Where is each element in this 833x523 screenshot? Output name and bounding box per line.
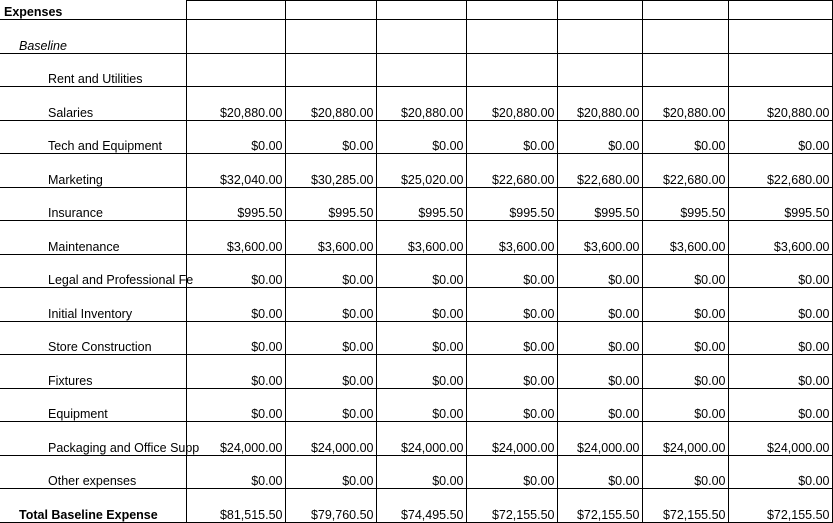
sheet-body (0, 1, 832, 523)
expense-value-cell[interactable]: $24,000.00 (285, 422, 376, 456)
expense-label-cell[interactable]: Fixtures (0, 355, 186, 389)
expense-value-cell[interactable]: $0.00 (186, 355, 285, 389)
expense-value-cell[interactable]: $0.00 (642, 355, 728, 389)
expense-value-cell[interactable]: $0.00 (285, 288, 376, 322)
expense-label-cell[interactable]: Salaries (0, 87, 186, 121)
expense-value-cell[interactable]: $995.50 (466, 187, 557, 221)
expense-value-cell[interactable]: $0.00 (466, 321, 557, 355)
expense-row (0, 288, 832, 322)
expense-value-cell[interactable]: $995.50 (557, 187, 642, 221)
expense-value-cell[interactable]: $0.00 (466, 388, 557, 422)
total-value-cell[interactable]: $81,515.50 (186, 489, 285, 523)
expense-label-cell[interactable]: Maintenance (0, 221, 186, 255)
empty-cell[interactable] (376, 1, 466, 20)
expense-label-cell[interactable]: Other expenses (0, 455, 186, 489)
expense-value-cell[interactable]: $3,600.00 (285, 221, 376, 255)
expense-label-cell[interactable]: Packaging and Office Supp (0, 422, 186, 456)
expense-value-cell[interactable]: $22,680.00 (642, 154, 728, 188)
expense-label-cell[interactable]: Store Construction (0, 321, 186, 355)
expense-value-cell[interactable]: $20,880.00 (186, 87, 285, 121)
empty-cell[interactable] (285, 20, 376, 54)
total-value-cell[interactable]: $72,155.50 (557, 489, 642, 523)
expense-value-cell[interactable]: $0.00 (466, 288, 557, 322)
expense-value-cell[interactable]: $0.00 (642, 120, 728, 154)
expense-row (0, 187, 832, 221)
total-row (0, 489, 832, 523)
expense-value-cell[interactable] (642, 53, 728, 87)
expense-row (0, 388, 832, 422)
expense-value-cell[interactable]: $0.00 (557, 120, 642, 154)
expense-value-cell[interactable]: $0.00 (642, 321, 728, 355)
empty-cell[interactable] (376, 20, 466, 54)
expense-value-cell[interactable]: $0.00 (376, 455, 466, 489)
subsection-title-cell[interactable]: Baseline (0, 20, 186, 54)
empty-cell[interactable] (728, 1, 832, 20)
expense-value-cell[interactable]: $0.00 (186, 388, 285, 422)
expense-value-cell[interactable]: $0.00 (186, 321, 285, 355)
expense-value-cell[interactable]: $0.00 (186, 455, 285, 489)
expense-label-cell[interactable]: Equipment (0, 388, 186, 422)
empty-cell[interactable] (186, 1, 285, 20)
expense-value-cell[interactable] (557, 53, 642, 87)
expense-value-cell[interactable]: $0.00 (642, 288, 728, 322)
expense-value-cell[interactable]: $3,600.00 (466, 221, 557, 255)
expense-value-cell[interactable]: $0.00 (728, 120, 832, 154)
expense-value-cell[interactable]: $0.00 (728, 355, 832, 389)
expense-value-cell[interactable] (285, 53, 376, 87)
expense-value-cell[interactable]: $32,040.00 (186, 154, 285, 188)
expense-label-cell[interactable]: Marketing (0, 154, 186, 188)
empty-cell[interactable] (285, 1, 376, 20)
expense-row (0, 53, 832, 87)
empty-cell[interactable] (186, 20, 285, 54)
expense-value-cell[interactable]: $25,020.00 (376, 154, 466, 188)
expense-value-cell[interactable]: $0.00 (466, 455, 557, 489)
expense-value-cell[interactable]: $0.00 (376, 388, 466, 422)
expense-row (0, 321, 832, 355)
expense-label-cell[interactable]: Tech and Equipment (0, 120, 186, 154)
expense-value-cell[interactable]: $20,880.00 (466, 87, 557, 121)
expense-value-cell[interactable]: $0.00 (728, 388, 832, 422)
expense-value-cell[interactable]: $0.00 (466, 355, 557, 389)
expense-value-cell[interactable]: $0.00 (728, 321, 832, 355)
expense-value-cell[interactable]: $0.00 (642, 388, 728, 422)
expense-value-cell[interactable]: $22,680.00 (466, 154, 557, 188)
expense-value-cell[interactable]: $24,000.00 (186, 422, 285, 456)
expense-value-cell[interactable]: $0.00 (285, 254, 376, 288)
expense-value-cell[interactable]: $3,600.00 (728, 221, 832, 255)
expense-value-cell[interactable]: $0.00 (728, 254, 832, 288)
expense-value-cell[interactable]: $0.00 (557, 321, 642, 355)
expense-value-cell[interactable]: $0.00 (285, 455, 376, 489)
expense-value-cell[interactable]: $0.00 (728, 455, 832, 489)
expense-value-cell[interactable]: $995.50 (186, 187, 285, 221)
total-value-cell[interactable]: $72,155.50 (728, 489, 832, 523)
expense-value-cell[interactable]: $0.00 (642, 254, 728, 288)
expense-value-cell[interactable]: $3,600.00 (376, 221, 466, 255)
empty-cell[interactable] (557, 1, 642, 20)
expense-value-cell[interactable]: $0.00 (285, 120, 376, 154)
subsection-row (0, 20, 832, 54)
expense-value-cell[interactable]: $20,880.00 (642, 87, 728, 121)
expense-value-cell[interactable]: $0.00 (285, 321, 376, 355)
total-value-cell[interactable]: $72,155.50 (466, 489, 557, 523)
expense-value-cell[interactable]: $24,000.00 (728, 422, 832, 456)
expense-value-cell[interactable] (728, 53, 832, 87)
total-label-cell[interactable]: Total Baseline Expense (0, 489, 186, 523)
expense-label-cell[interactable]: Insurance (0, 187, 186, 221)
empty-cell[interactable] (557, 20, 642, 54)
expense-value-cell[interactable]: $0.00 (285, 388, 376, 422)
expense-value-cell[interactable]: $0.00 (557, 355, 642, 389)
expense-label-cell[interactable]: Initial Inventory (0, 288, 186, 322)
expense-row (0, 120, 832, 154)
expense-value-cell[interactable]: $24,000.00 (376, 422, 466, 456)
expense-value-cell[interactable]: $995.50 (376, 187, 466, 221)
total-value-cell[interactable]: $74,495.50 (376, 489, 466, 523)
expense-value-cell[interactable]: $3,600.00 (186, 221, 285, 255)
expense-value-cell[interactable]: $0.00 (376, 254, 466, 288)
expense-value-cell[interactable]: $0.00 (557, 288, 642, 322)
expense-label-cell[interactable]: Legal and Professional Fe (0, 254, 186, 288)
expense-value-cell[interactable]: $22,680.00 (557, 154, 642, 188)
expense-value-cell[interactable]: $0.00 (557, 455, 642, 489)
expense-value-cell[interactable]: $3,600.00 (642, 221, 728, 255)
expense-value-cell[interactable]: $0.00 (376, 321, 466, 355)
expense-value-cell[interactable]: $0.00 (186, 120, 285, 154)
expense-value-cell[interactable]: $0.00 (376, 355, 466, 389)
expense-row (0, 221, 832, 255)
empty-cell[interactable] (466, 20, 557, 54)
expense-value-cell[interactable]: $0.00 (186, 254, 285, 288)
expense-row (0, 422, 832, 456)
section-title-cell[interactable]: Expenses (0, 1, 186, 20)
empty-cell[interactable] (728, 20, 832, 54)
expense-value-cell[interactable]: $0.00 (728, 288, 832, 322)
expense-value-cell[interactable]: $995.50 (728, 187, 832, 221)
expense-value-cell[interactable]: $995.50 (642, 187, 728, 221)
expense-value-cell[interactable] (186, 53, 285, 87)
expense-value-cell[interactable]: $30,285.00 (285, 154, 376, 188)
expense-value-cell[interactable]: $0.00 (466, 254, 557, 288)
expense-row (0, 154, 832, 188)
expense-value-cell[interactable]: $995.50 (285, 187, 376, 221)
expense-value-cell[interactable]: $20,880.00 (376, 87, 466, 121)
expense-value-cell[interactable]: $0.00 (557, 254, 642, 288)
total-value-cell[interactable]: $79,760.50 (285, 489, 376, 523)
expense-value-cell[interactable]: $20,880.00 (557, 87, 642, 121)
expense-row (0, 455, 832, 489)
expense-value-cell[interactable]: $0.00 (376, 288, 466, 322)
expense-value-cell[interactable]: $0.00 (557, 388, 642, 422)
expense-row (0, 355, 832, 389)
expense-row (0, 254, 832, 288)
expense-row (0, 87, 832, 121)
expense-value-cell[interactable]: $20,880.00 (285, 87, 376, 121)
expense-value-cell[interactable]: $24,000.00 (642, 422, 728, 456)
total-value-cell[interactable]: $72,155.50 (642, 489, 728, 523)
expense-value-cell[interactable]: $0.00 (642, 455, 728, 489)
expense-value-cell[interactable]: $0.00 (466, 120, 557, 154)
expense-value-cell[interactable]: $20,880.00 (728, 87, 832, 121)
expense-value-cell[interactable]: $0.00 (285, 355, 376, 389)
expense-value-cell[interactable]: $3,600.00 (557, 221, 642, 255)
expense-value-cell[interactable] (376, 53, 466, 87)
empty-cell[interactable] (466, 1, 557, 20)
expense-value-cell[interactable]: $24,000.00 (466, 422, 557, 456)
empty-cell[interactable] (642, 20, 728, 54)
expense-value-cell[interactable]: $24,000.00 (557, 422, 642, 456)
title-row (0, 1, 832, 20)
expense-value-cell[interactable] (466, 53, 557, 87)
expense-label-cell[interactable]: Rent and Utilities (0, 53, 186, 87)
expense-value-cell[interactable]: $0.00 (186, 288, 285, 322)
expense-value-cell[interactable]: $22,680.00 (728, 154, 832, 188)
empty-cell[interactable] (642, 1, 728, 20)
expense-value-cell[interactable]: $0.00 (376, 120, 466, 154)
